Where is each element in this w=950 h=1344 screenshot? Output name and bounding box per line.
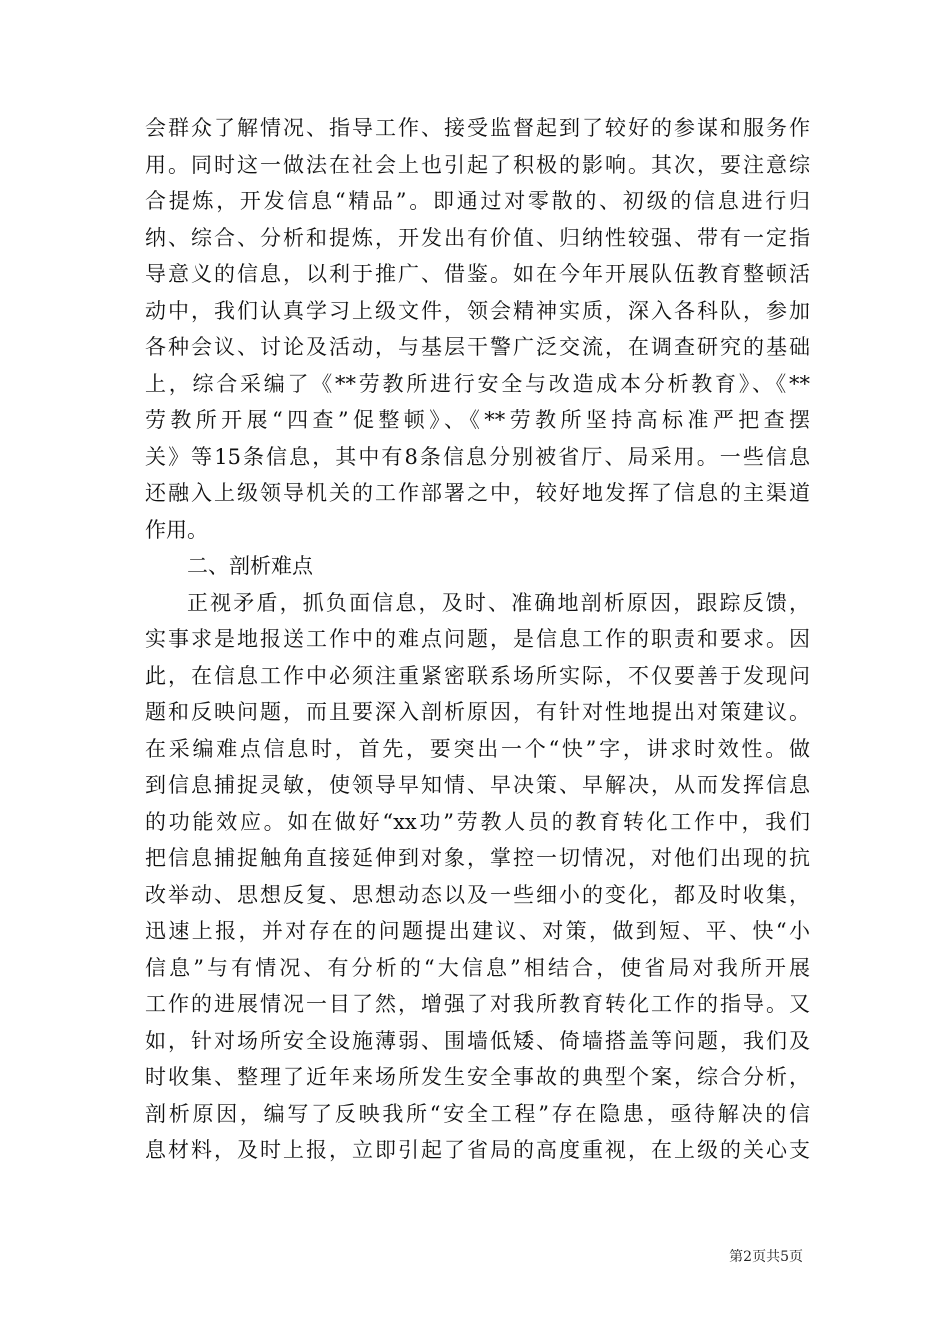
text-line: 剖析原因，编写了反映我所“安全工程”存在隐患，亟待解决的信 xyxy=(145,1101,810,1126)
page-number-footer: 第2页共5页 xyxy=(729,1249,803,1265)
text-line: 实事求是地报送工作中的难点问题，是信息工作的职责和要求。因 xyxy=(145,627,810,651)
text-line: 用。同时这一做法在社会上也引起了积极的影响。其次，要注意综 xyxy=(145,152,810,177)
text-line: 如，针对场所安全设施薄弱、围墙低矮、倚墙搭盖等问题，我们及 xyxy=(145,1028,810,1053)
text-line: 会群众了解情况、指导工作、接受监督起到了较好的参谋和服务作 xyxy=(145,116,810,140)
text-line: 各种会议、讨论及活动，与基层干警广泛交流，在调查研究的基础 xyxy=(145,335,810,359)
body-text xyxy=(145,110,810,1169)
text-line: 还融入上级领导机关的工作部署之中，较好地发挥了信息的主渠道 xyxy=(145,481,810,505)
text-line: 工作的进展情况一目了然，增强了对我所教育转化工作的指导。又 xyxy=(145,992,810,1016)
text-line: 正视矛盾，抓负面信息，及时、准确地剖析原因，跟踪反馈， xyxy=(187,590,810,615)
text-line: 迅速上报，并对存在的问题提出建议、对策，做到短、平、快“小 xyxy=(145,919,810,943)
text-line: 题和反映问题，而且要深入剖析原因，有针对性地提出对策建议。 xyxy=(145,700,810,724)
text-line: 动中，我们认真学习上级文件，领会精神实质，深入各科队，参加 xyxy=(145,298,810,323)
text-line: 纳、综合、分析和提炼，开发出有价值、归纳性较强、带有一定指 xyxy=(145,225,810,250)
text-line: 作用。 xyxy=(145,517,208,542)
text-line: 关》等15条信息，其中有8条信息分别被省厅、局采用。一些信息 xyxy=(145,444,810,469)
text-line: 的功能效应。如在做好“xx功”劳教人员的教育转化工作中，我们 xyxy=(145,809,810,834)
section-heading: 二、剖析难点 xyxy=(187,554,313,578)
text-line: 导意义的信息，以利于推广、借鉴。如在今年开展队伍教育整顿活 xyxy=(145,262,810,286)
text-line: 上，综合采编了《**劳教所进行安全与改造成本分析教育》、《** xyxy=(145,371,810,396)
text-line: 合提炼，开发信息“精品”。即通过对零散的、初级的信息进行归 xyxy=(145,189,810,213)
text-line: 改举动、思想反复、思想动态以及一些细小的变化，都及时收集， xyxy=(145,882,810,907)
text-line: 此，在信息工作中必须注重紧密联系场所实际，不仅要善于发现问 xyxy=(145,663,810,688)
text-line: 到信息捕捉灵敏，使领导早知情、早决策、早解决，从而发挥信息 xyxy=(145,773,810,797)
text-line: 信息”与有情况、有分析的“大信息”相结合，使省局对我所开展 xyxy=(145,955,810,980)
text-line: 劳教所开展“四查”促整顿》、《**劳教所坚持高标准严把查摆 xyxy=(145,408,810,432)
text-line: 息材料，及时上报，立即引起了省局的高度重视，在上级的关心支 xyxy=(145,1138,810,1162)
text-line: 时收集、整理了近年来场所发生安全事故的典型个案，综合分析， xyxy=(145,1065,810,1089)
text-line: 在采编难点信息时，首先，要突出一个“快”字，讲求时效性。做 xyxy=(145,736,810,761)
text-line: 把信息捕捉触角直接延伸到对象，掌控一切情况，对他们出现的抗 xyxy=(145,846,810,870)
